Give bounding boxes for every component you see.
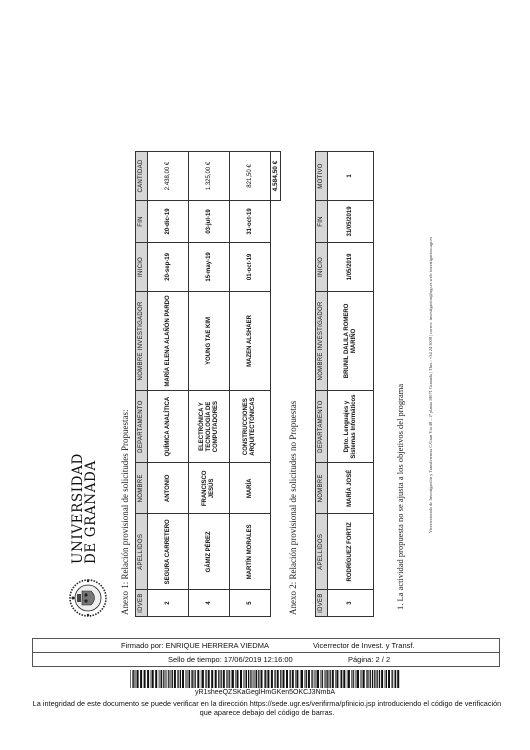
barcode-bar [327,670,328,688]
cell-end: 31/05/2019 [328,201,374,243]
cell-researcher: BRUNIL DALILA ROMERO MARIÑO [328,291,374,390]
barcode-bar [188,670,189,688]
cell-id: 2 [148,590,189,617]
table-header: NOMBRE [136,463,148,514]
table-header: IDVEB [316,590,328,617]
cell-researcher: MARÍA ELENA ALAÑÓN PARDO [148,291,189,390]
barcode-bar [386,670,387,688]
barcode-bar [240,670,242,688]
barcode-bar [340,670,341,688]
barcode-bar [372,670,373,688]
barcode-bar [325,670,326,688]
barcode-bar [292,670,294,688]
annex1-header-row [136,152,148,617]
barcode-bar [290,670,291,688]
barcode-bar [301,670,303,688]
cell-dept: Dpto. Lenguajes y Sistemas Informáticos [328,390,374,462]
barcode-bar [370,670,371,688]
table-header: CANTIDAD [136,152,148,201]
table-header: APELLIDOS [316,514,328,590]
barcode-bar [155,670,157,688]
barcode-bar [335,670,336,688]
barcode-bar [258,670,259,688]
cell-amount: 821,50 € [230,152,271,201]
barcode-bar [341,670,342,688]
barcode-bar [192,670,193,688]
barcode-bar [137,670,139,688]
barcode-bar [163,670,164,688]
barcode-bar [385,670,386,688]
signature-row [33,639,499,653]
barcode-bar [388,670,390,688]
page-number: Página: 2 / 2 [348,655,391,664]
barcode-bar [353,670,354,688]
table-header: NOMBRE INVESTIGADOR [136,291,148,390]
barcode-bar [305,670,306,688]
barcode-bar [395,670,396,688]
barcode-bar [321,670,322,688]
annex2-table [315,151,374,617]
cell-dept: QUÍMICA ANALÍTICA [148,390,189,462]
cell-name: MARÍA JOSÉ [328,463,374,514]
annex1-table [135,151,281,617]
cell-name: ANTONIO [148,463,189,514]
barcode-bar [231,670,232,688]
barcode-bar [283,670,285,688]
barcode-bar [244,670,245,688]
barcode-bar [377,670,378,688]
barcode-bar [336,670,338,688]
cell-end: 31-oct-19 [230,201,271,243]
barcode-bar [172,670,173,688]
barcode-bar [317,670,319,688]
barcode-bar [250,670,251,688]
barcode-bar [394,670,395,688]
barcode-bar [255,670,256,688]
address-footer: Vicerrectorado de Investigación y Transferencia C/Gran Vía 48 – 2ª planta 18071 Granada | Tfno.: +34 24 3008 | correo: investigacion@ugr.es web: investigacion.ugr.es [428,236,433,534]
barcode-bar [159,670,160,688]
barcode-bar [161,670,162,688]
barcode-bar [221,670,222,688]
table-header: NOMBRE [316,463,328,514]
barcode-bar [218,670,219,688]
barcode-bar [324,670,325,688]
cell-name: FRANCISCO JESÚS [189,463,230,514]
barcode-bar [332,670,334,688]
barcode-bar [130,670,131,688]
barcode-bar [133,670,134,688]
barcode-bar [151,670,152,688]
cell-end: 03-jul-19 [189,201,230,243]
barcode-bar [160,670,161,688]
signer-role: Vicerrector de Invest. y Transf. [313,641,415,650]
barcode-bar [264,670,265,688]
barcode-bar [189,670,190,688]
cell-start: 1/05/2019 [328,242,374,291]
barcode-bar [351,670,352,688]
reason-note: 1. La actividad propuesta no se ajusta a los objetivos del programa [395,383,405,610]
table-header: INICIO [136,242,148,291]
barcode-bar [397,670,399,688]
barcode-bar [202,670,204,688]
barcode-bar [392,670,393,688]
barcode-bar [132,670,133,688]
cell-surname: GÁMIZ PÉREZ [189,514,230,590]
barcode-bar [295,670,296,688]
barcode-bar [356,670,357,688]
cell-start: 20-sep-19 [148,242,189,291]
barcode-bar [215,670,217,688]
table-row [328,152,374,617]
barcode-bar [253,670,254,688]
table-header: DEPARTAMENTO [316,390,328,462]
barcode-bar [381,670,383,688]
cell-researcher: MAZEN ALSHAER [230,291,271,390]
table-header: DEPARTAMENTO [136,390,148,462]
barcode-bar [267,670,269,688]
barcode-bar [195,670,196,688]
barcode-bar [205,670,206,688]
barcode-bar [177,670,178,688]
cell-researcher: YOUNG TAE KIM [189,291,230,390]
barcode-bar [271,670,273,688]
university-name-line1: UNIVERSIDAD [70,453,86,564]
cell-surname: MARTÍN MORALES [230,514,271,590]
table-header: MOTIVO [316,152,328,201]
barcode-bar [152,670,154,688]
barcode-bar [187,670,188,688]
barcode-bar [171,670,172,688]
timestamp-row [33,653,499,666]
barcode-bar [306,670,307,688]
barcode-bar [315,670,316,688]
barcode-bar [168,670,169,688]
barcode-bar [311,670,312,688]
barcode-bar [246,670,247,688]
barcode-bar [300,670,301,688]
barcode-bar [326,670,327,688]
barcode-bar [147,670,149,688]
barcode-bar [357,670,359,688]
barcode-bar [182,670,184,688]
barcode-bar [229,670,230,688]
barcode-bar [330,670,331,688]
barcode-bar [186,670,187,688]
barcode-bar [235,670,236,688]
barcode-bar [343,670,345,688]
barcode-bar [362,670,363,688]
cell-dept: CONSTRUCCIONES ARQUITECTÓNICAS [230,390,271,462]
table-header: INICIO [316,242,328,291]
table-row [189,152,230,617]
cell-id: 4 [189,590,230,617]
total-row [271,152,281,617]
barcode-bar [316,670,317,688]
barcode-bar [167,670,168,688]
cell-amount: 1.325,00 € [189,152,230,201]
cell-id: 3 [328,590,374,617]
university-name [72,453,98,564]
barcode-bar [308,670,310,688]
barcode-bar [245,670,246,688]
table-row [148,152,189,617]
barcode-bar [261,670,263,688]
annex2-header-row [316,152,328,617]
barcode-bar [226,670,227,688]
table-header: FIN [316,201,328,243]
barcode-bar [322,670,323,688]
barcode-bar [223,670,225,688]
barcode-bar [208,670,210,688]
barcode-bar [197,670,199,688]
barcode-bar [227,670,228,688]
barcode-bar [211,670,213,688]
cell-start: 01-oct-19 [230,242,271,291]
cell-start: 15-may-19 [189,242,230,291]
barcode-bar [363,670,365,688]
barcode-bar [379,670,380,688]
barcode-bar [286,670,288,688]
barcode-bar [254,670,255,688]
barcode-bar [348,670,350,688]
barcode-bar [274,670,275,688]
barcode-bar [361,670,362,688]
barcode-bar [347,670,348,688]
barcode-bar [248,670,249,688]
barcode-bar [191,670,192,688]
verification-code: yR1sheeQZSKaGeglHmGKen5OKCJ3NmbA [194,689,336,696]
barcode-bar [237,670,239,688]
barcode-bar [140,670,142,688]
table-row [230,152,271,617]
annex1-title: Anexo 1: Relación provisional de solicitudes Propuestas: [120,409,130,615]
table-header: FIN [136,201,148,243]
barcode-bar [367,670,368,688]
cell-end: 20-dic-19 [148,201,189,243]
barcode-bar [166,670,167,688]
barcode-bar [144,670,146,688]
rotated-content [65,150,445,620]
cell-dept: ELECTRÓNICA Y TECNOLOGÍA DE COMPUTADORES [189,390,230,462]
university-seal-logo [65,572,111,620]
verification-notice: La integridad de este documento se puede verificar en la dirección https://sede.ugr.es/verifirma/pfinicio.jsp introduciendo el código de verificación que aparece debajo del código de barras. [32,699,502,717]
barcode-bar [201,670,202,688]
barcode-bar [265,670,266,688]
cell-surname: RODRÍGUEZ FORTIZ [328,514,374,590]
annex2-title: Anexo 2: Relación provisional de solicitudes no Propuestas [288,400,298,615]
barcode-bar [277,670,279,688]
barcode-bar [374,670,375,688]
table-header: APELLIDOS [136,514,148,590]
barcode-bar [366,670,367,688]
table-header: IDVEB [136,590,148,617]
barcode-bar [296,670,298,688]
barcode-bar [136,670,137,688]
barcode-bar [232,670,234,688]
timestamp-text: Sello de tiempo: 17/06/2019 12:16:00 [168,655,293,664]
barcode-bar [174,670,176,688]
barcode-bar [314,670,315,688]
university-name-line2: DE GRANADA [83,460,99,564]
signature-box [32,638,500,667]
table-header: NOMBRE INVESTIGADOR [316,291,328,390]
cell-surname: SEGURA CARRETERO [148,514,189,590]
barcode-bar [180,670,181,688]
cell-reason: 1 [328,152,374,201]
barcode-bar [280,670,281,688]
cell-name: MARÍA [230,463,271,514]
barcode-bar [355,670,356,688]
cell-id: 5 [230,590,271,617]
signer-text: Firmado por: ENRIQUE HERRERA VIEDMA [121,641,269,650]
cell-amount: 2.438,00 € [148,152,189,201]
barcode-bar [256,670,257,688]
total-amount: 4.584,50 € [271,152,281,201]
verification-barcode [130,670,400,688]
